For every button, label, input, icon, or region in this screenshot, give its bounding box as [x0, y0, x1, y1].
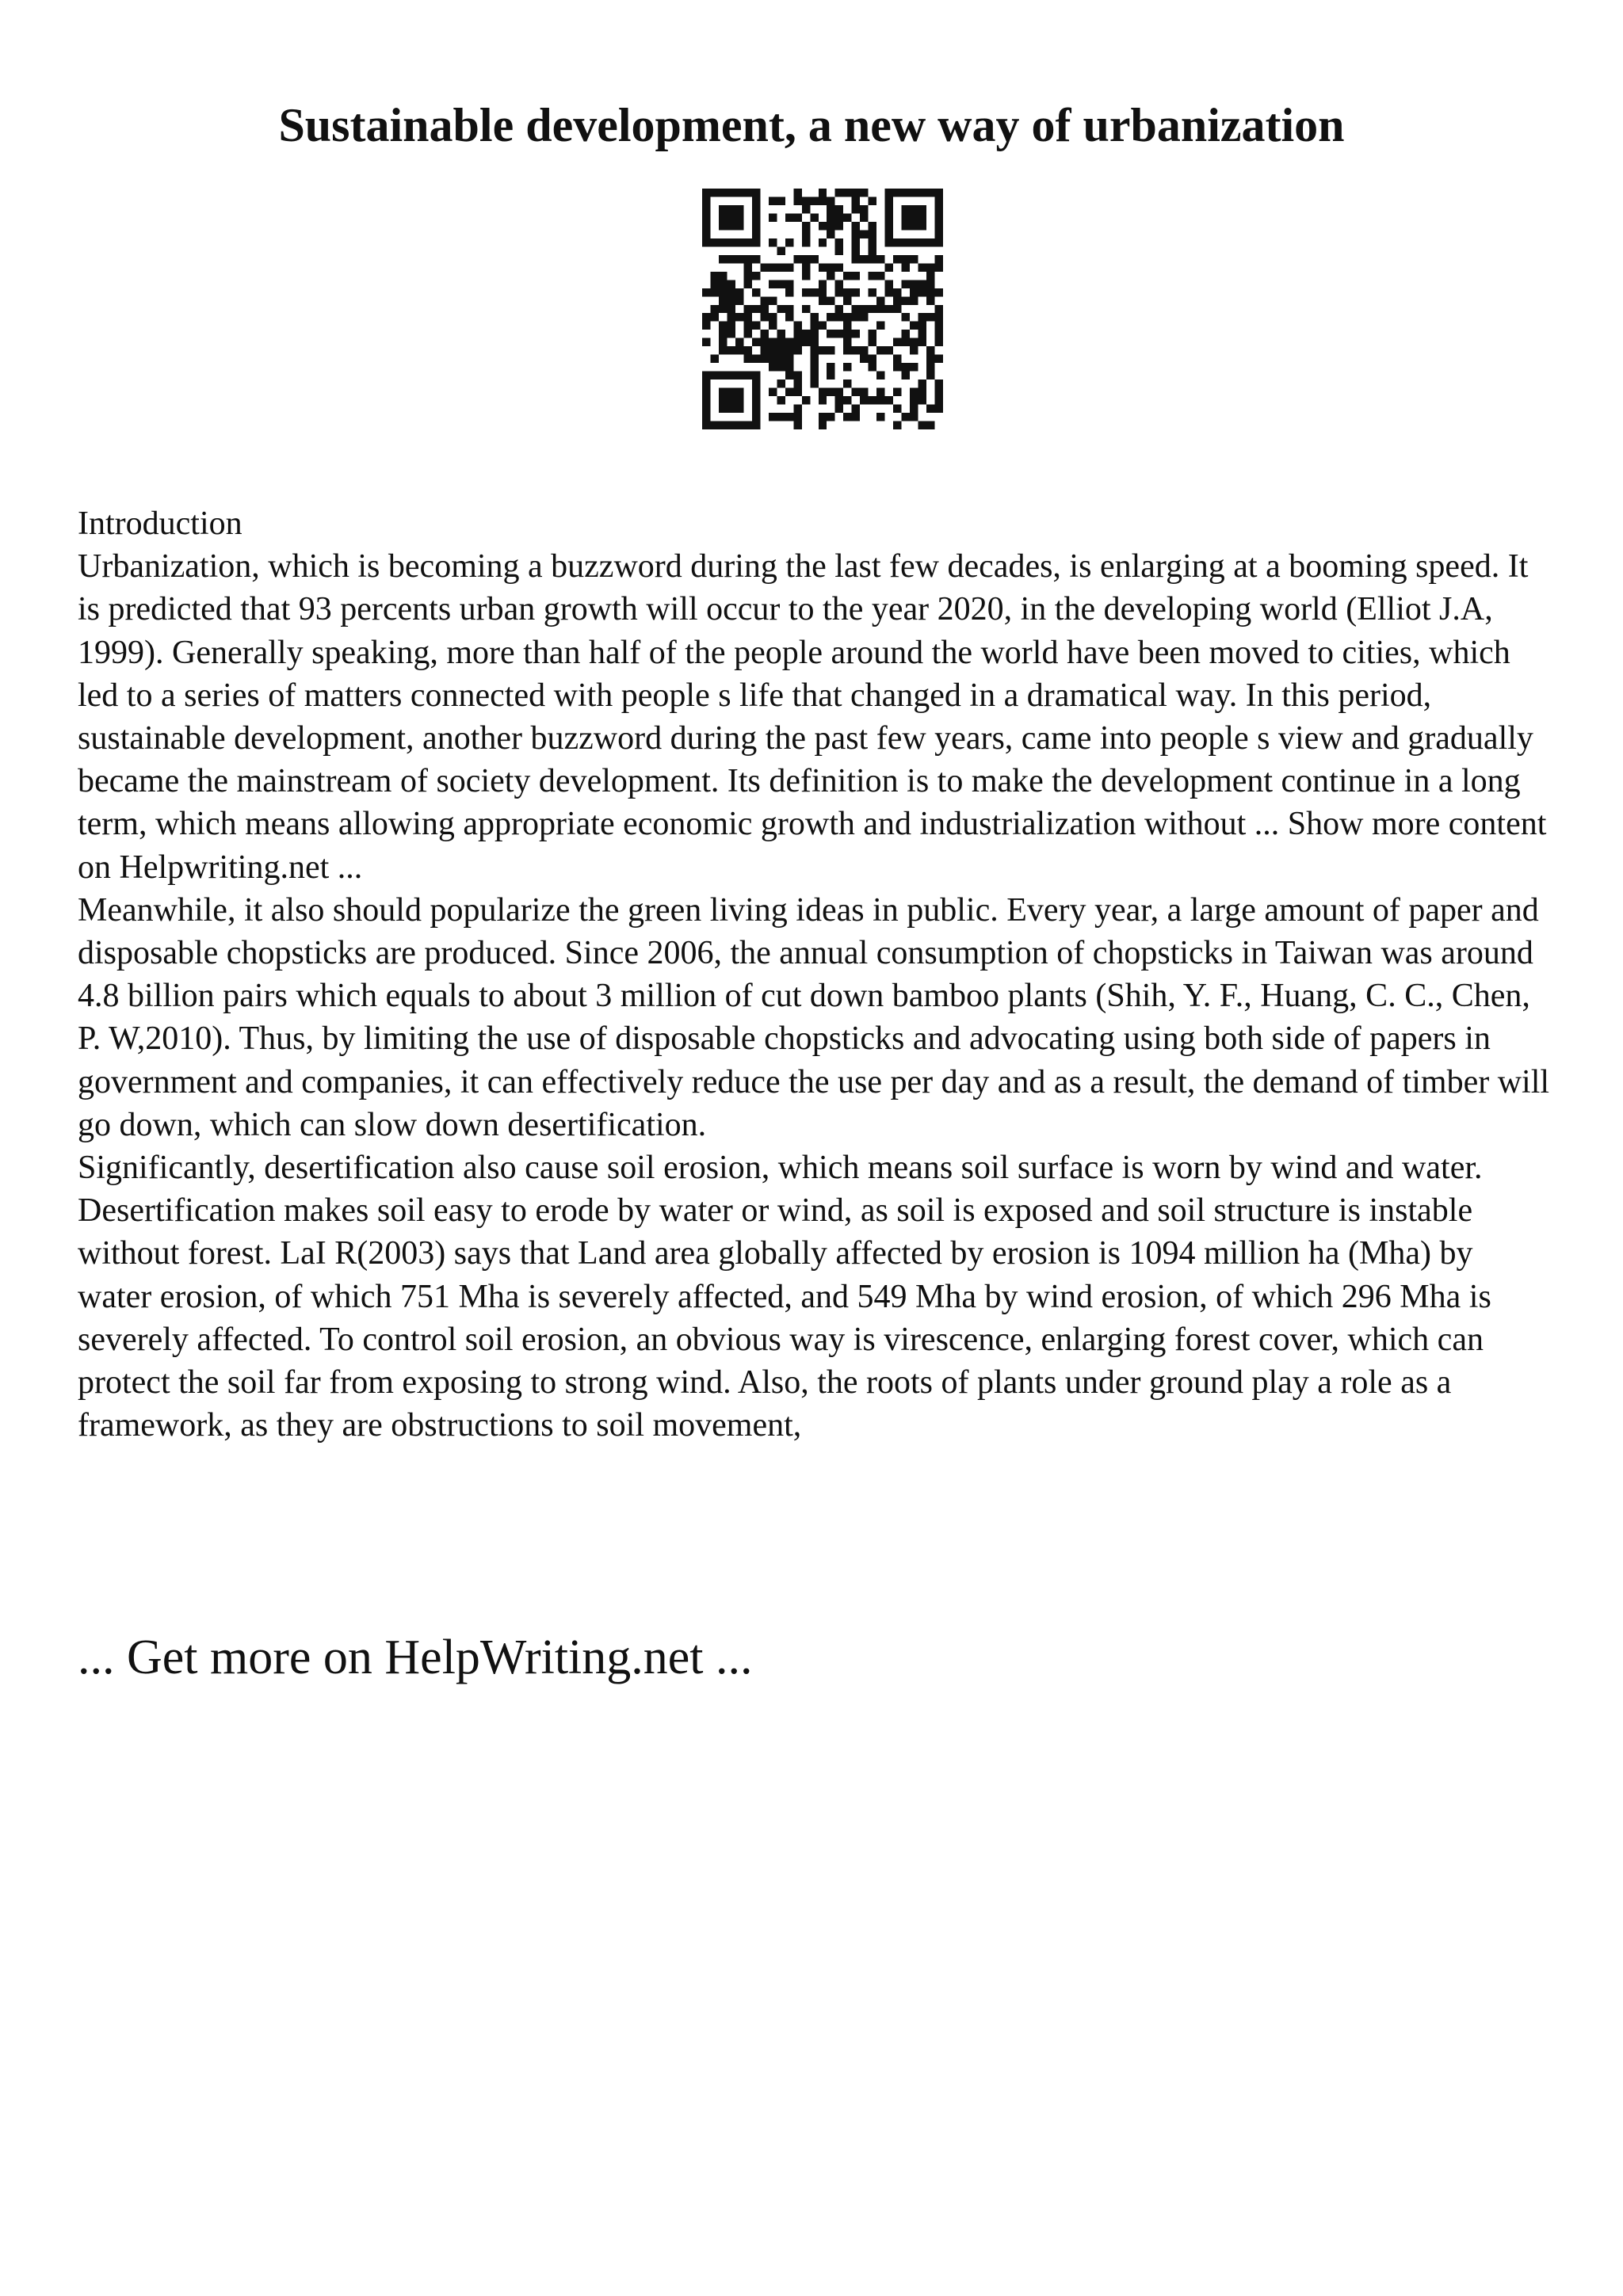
- paragraph-3: Significantly, desertification also cause soil erosion, which means soil surface is worn by wind and water. Desertification makes soil easy to erode by water or wind, as soil is exposed and soil structure is instable without forest. LaI R(2003) says that Land area globally affected by erosion is 1094 million ha (Mha) by water erosion, of which 751 Mha is severely affected, and 549 Mha by wind erosion, of which 296 Mha is severely affected. To control soil erosion, an obvious way is virescence, enlarging forest cover, which can protect the soil far from exposing to strong wind. Also, the roots of plants under ground play a role as a framework, as they are obstructions to soil movement,: [78, 1150, 1491, 1444]
- document-title: Sustainable development, a new way of urbanization: [278, 99, 1345, 151]
- paragraph-1: Urbanization, which is becoming a buzzword during the last few decades, is enlarging at a booming speed. It is predicted that 93 percents urban growth will occur to the year 2020, in the developing world (Elliot J.A, 1999). Generally speaking, more than half of the people around the world have been moved to cities, which led to a series of matters connected with people s life that changed in a dramatical way. In this period, sustainable development, another buzzword during the past few years, came into people s view and gradually became the mainstream of society development. Its definition is to make the development continue in a long term, which means allowing appropriate economic growth and industrialization without ... Show more content on Helpwriting.net ...: [78, 548, 1547, 886]
- document-body: [78, 502, 1552, 1447]
- get-more-link[interactable]: ... Get more on HelpWriting.net ...: [78, 1630, 753, 1684]
- section-heading: Introduction: [78, 505, 242, 542]
- paragraph-2: Meanwhile, it also should popularize the green living ideas in public. Every year, a large amount of paper and disposable chopsticks are produced. Since 2006, the annual consumption of chopsticks in Taiwan was around 4.8 billion pairs which equals to about 3 million of cut down bamboo plants (Shih, Y. F., Huang, C. C., Chen, P. W,2010). Thus, by limiting the use of disposable chopsticks and advocating using both side of papers in government and companies, it can effectively reduce the use per day and as a result, the demand of timber will go down, which can slow down desertification.: [78, 891, 1550, 1143]
- qr-code-icon: [702, 189, 943, 429]
